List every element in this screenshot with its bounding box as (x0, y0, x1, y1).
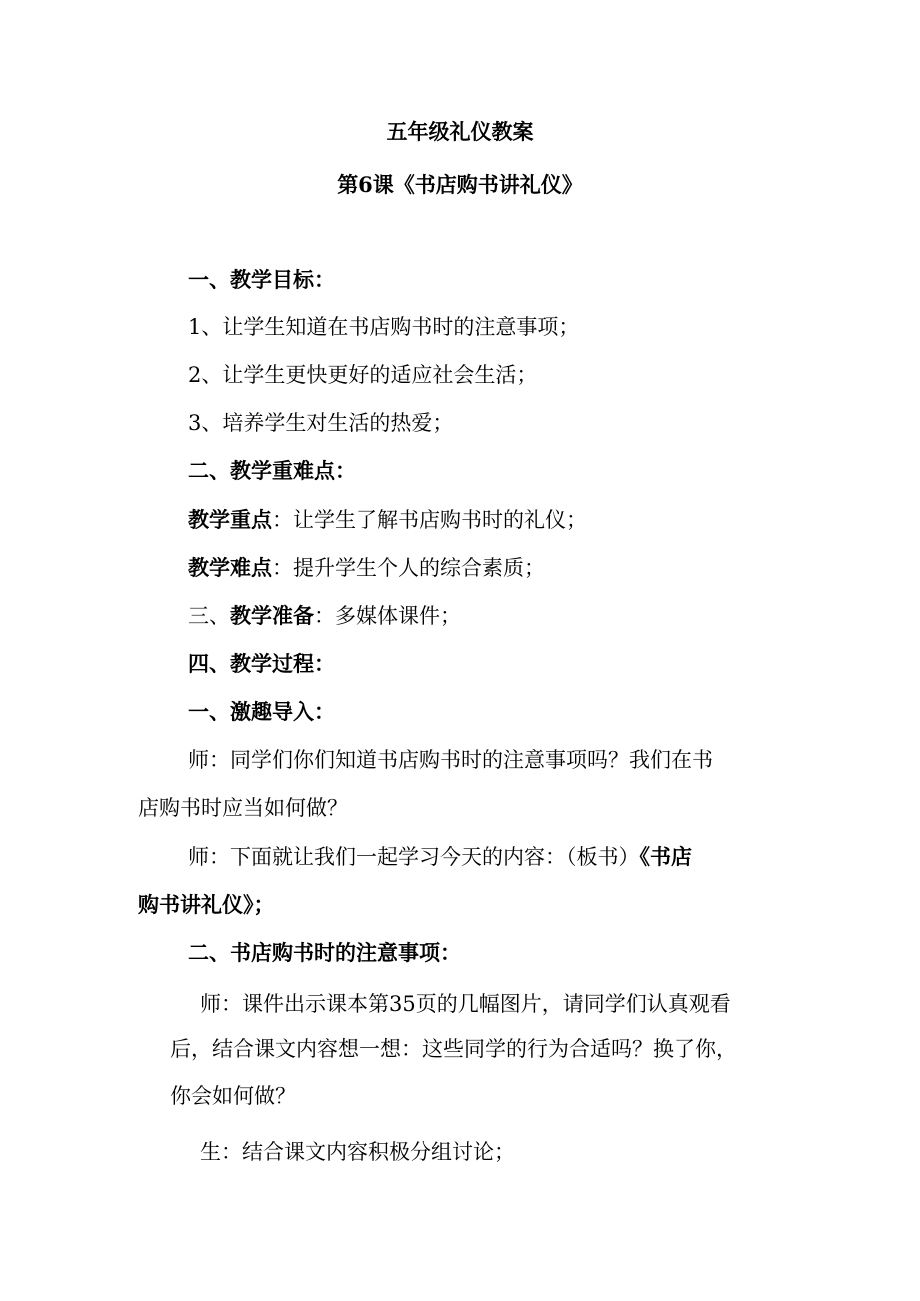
key-point-text: ：让学生了解书店购书时的礼仪； (272, 508, 587, 532)
paragraph-line: 你会如何做？ (170, 1084, 296, 1108)
section-heading-key-points: 二、教学重难点： (188, 458, 356, 483)
paragraph-line: 生：结合课文内容积极分组讨论； (200, 1140, 515, 1164)
section-heading-goals: 一、教学目标： (188, 267, 335, 292)
goal-item: 1、让学生知道在书店购书时的注意事项； (188, 315, 580, 339)
lesson-title: 第6课《书店购书讲礼仪》 (337, 172, 583, 197)
difficulty-text: ：提升学生个人的综合素质； (272, 556, 545, 580)
key-point-label: 教学重点 (188, 507, 272, 532)
preparation-line (188, 601, 461, 631)
key-point-line (188, 505, 587, 535)
prep-text: ：多媒体课件； (314, 604, 461, 628)
paragraph-line: 师：同学们你们知道书店购书时的注意事项吗？我们在书 (188, 748, 713, 772)
goal-item: 3、培养学生对生活的热爱； (188, 411, 454, 435)
paragraph-line: 师：课件出示课本第35页的几幅图片，请同学们认真观看 (200, 992, 731, 1016)
paragraph-text: 师：下面就让我们一起学习今天的内容：（板书） (188, 845, 640, 869)
difficulty-line (188, 553, 545, 583)
step-heading-notes: 二、书店购书时的注意事项： (188, 940, 461, 965)
step-heading-intro: 一、激趣导入： (188, 699, 335, 724)
lesson-name-bold: 《书店 (639, 844, 692, 869)
paragraph-line (188, 842, 692, 872)
lesson-name-bold-continued: 购书讲礼仪》； (138, 892, 275, 917)
paragraph-line: 后，结合课文内容想一想：这些同学的行为合适吗？换了你， (170, 1037, 737, 1061)
document-title: 五年级礼仪教案 (386, 119, 534, 144)
section-heading-process: 四、教学过程： (188, 651, 335, 676)
paragraph-line: 店购书时应当如何做？ (138, 796, 348, 820)
goal-item: 2、让学生更快更好的适应社会生活； (188, 363, 538, 387)
prep-label: 教学准备 (230, 603, 314, 628)
difficulty-label: 教学难点 (188, 555, 272, 580)
prep-prefix: 三、 (188, 604, 230, 628)
